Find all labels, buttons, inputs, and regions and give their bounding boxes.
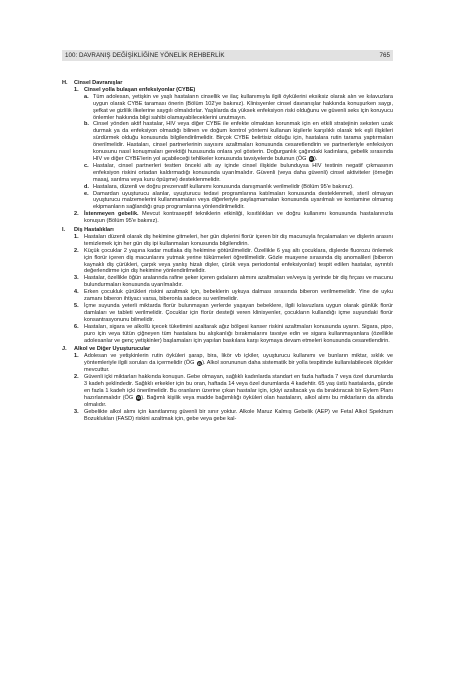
list-item <box>74 248 393 276</box>
list-item <box>74 234 393 248</box>
item-title: İstenmeyen gebelik. <box>84 211 139 218</box>
sub-item <box>84 121 393 162</box>
item-number: 3. <box>74 275 79 282</box>
page-number: 765 <box>379 52 390 59</box>
list-item <box>74 409 393 423</box>
item-body <box>84 374 393 409</box>
running-header <box>62 50 393 61</box>
main-content <box>62 80 393 422</box>
list-item <box>74 353 393 374</box>
list-item <box>74 87 393 94</box>
sub-item-text: Cinsel yönden aktif hastalar, HIV veya diğer CYBE ile enfekte olmaktan korunmak için en etkili stratejinin seksten uzak durmak ya da enfeksiyon olmadığı bilinen ve doğum kontrol yöntemi kullanan kişilerle karşılıklı olarak tek eşli ilişkileri sürdürmek olduğu konusunda bilgilendirilmelidir. Birçok CYBE belirtisiz olduğu için, hastalara rutin tarama yaptırmaları önerilmelidir. Hastaları, cinsel partnerlerinin sayısını azaltmaları konusunda cesaretlendirin ve partnerleriyle enfeksiyon konusunu nasıl konuşmaları gerektiği hususunda onlara yol gösterin. Doğurganlık çağındaki kadınlara, gebelik sırasında HIV ve diğer CYBE'lerin yol açabileceği tehlikeler konusunda tavsiyelerde bulunun (ÖG <box>93 121 393 162</box>
item-number: 2. <box>74 247 79 254</box>
sub-item-letter: d. <box>84 183 89 190</box>
sub-item-letter: b. <box>84 121 89 128</box>
section-letter: H. <box>62 80 68 86</box>
item-text: Erken çocukluk çürükleri riskini azaltmak için, bebeklerin uykuya dalması sırasında biberon verilmemelidir. Yine de uyku zamanı biberon ihtiyacı varsa, biberonla sadece su verilmelidir. <box>84 289 393 303</box>
header-title: 100: DAVRANIŞ DEĞİŞİKLİĞİNE YÖNELİK REHBERLİK <box>65 52 225 59</box>
section-title: Diş Hastalıkları <box>74 227 114 234</box>
section-letter: J. <box>62 346 67 353</box>
item-body <box>84 353 393 374</box>
item-text: Küçük çocuklar 2 yaşına kadar mutlaka diş hekimine götürülmelidir. Özellikle 6 yaş altı çocuklara, dişlerde fluorozu önlemek için florür içeren diş macunlarını yutmak yerine tükürmeleri öğretilmelidir. Gözle muayene sırasında diş anomalileri (biberon kaynaklı diş çürükleri, çarpık veya yanlış hizalı dişler, çürük veya periodontal enfeksiyonlar) tespit edilen hastalar, ayrıntılı değerlendirme için diş hekimine yönlendirilmelidir. <box>84 247 393 275</box>
section-letter: I. <box>62 227 66 234</box>
sub-item-text: Hastalar, cinsel partnerleri testten önceki altı ay içinde cinsel ilişkide bulunduysa HIV testinin negatif çıkmasının enfeksiyon riskini ortadan kaldırmadığı konusunda uyarılmalıdır. Güvenli (veya daha güvenli) cinsel aktiviteler (örneğin masaj, sarılma veya kuru öpüşme) desteklenmelidir. <box>93 162 393 183</box>
item-number: 3. <box>74 408 79 415</box>
list-item <box>74 275 393 289</box>
section-title: Cinsel Davranışlar <box>74 80 123 86</box>
item-text: Hastaları düzenli olarak diş hekimine gitmeleri, her gün dişlerini florür içeren bir diş macunuyla fırçalamaları ve dişlerin arasını temizlemek için her gün diş ipi kullanmaları konusunda bilgilendirin. <box>84 233 393 247</box>
item-text: Adolesan ve yetişkinlerin rutin öyküleri şarap, bira, likör vb içkiler, uyuşturucu kullanımı ve bunların miktar, sıklık ve yöntemleriyle ilgili soruları da içermelidir (ÖG <box>84 353 393 367</box>
list-item <box>74 374 393 409</box>
item-number: 6. <box>74 323 79 330</box>
item-number: 2. <box>74 374 79 381</box>
item-text: Güvenli içki miktarları hakkında konuşun. Gebe olmayan, sağlıklı kadınlarda standart en fazla haftada 7 veya özel durumlarda 3 kadeh şeklindedir. Sağlıklı erkekler için bu oran, haftada 14 veya özel durumlarda 4 kadehtir. 65 yaş üstü hastalarda, günde en fazla 1 kadeh içki önerilmelidir. Bu oranların üzerine çıkan hastalar için, içkiyi azaltacak ya da bıraktıracak bir Eylem Planı hazırlanmalıdır (ÖG <box>84 374 393 401</box>
sub-item <box>84 191 393 212</box>
sub-item-letter: e. <box>84 190 89 197</box>
sub-item-letter: a. <box>84 93 89 100</box>
sub-item <box>84 94 393 122</box>
item-text: Mevcut kontraseptif tekniklerin etkinliği, kısıtlılıkları ve doğru kullanımı konusunda hastalarınızla konuşun (Bölüm 95'e bakınız). <box>84 211 394 225</box>
guide-g-icon: G <box>197 360 201 366</box>
item-number: 5. <box>74 303 79 309</box>
item-text: Gebelikte alkol alımı için kanıtlanmış güvenli bir sınır yoktur. Alkole Maruz Kalmış Gebelik (AEP) ve Fetal Alkol Spektrum Bozuklukları (FASD) riskini azaltmak için, gebe veya gebe kal- <box>84 408 393 422</box>
item-text-after: ). Alkol sorununun daha sistematik bir yolla tespitinde kullanılabilecek ölçekler mevcuttur. <box>84 360 393 374</box>
list-item <box>74 289 393 303</box>
section-heading <box>62 80 393 87</box>
list-item <box>74 211 393 225</box>
item-title: Cinsel yolla bulaşan enfeksiyonlar (CYBE) <box>84 86 196 93</box>
item-body <box>84 211 393 225</box>
item-number: 1. <box>74 353 79 360</box>
sub-item <box>84 184 393 191</box>
item-number: 1. <box>74 233 79 240</box>
sub-item-letter: c. <box>84 162 89 169</box>
guide-g-icon: G <box>136 395 141 401</box>
item-text: Hastaları, sigara ve alkollü içecek tüketimini azaltarak ağız bölgesi kanser riskini azaltmaları konusunda uyarın. Sigara, pipo, puro için veya tütün çiğneyen tüm hastalara bu alışkanlığı bırakmalarını tavsiye edin ve sigara kullanmayanlara (özellikle adolesanlar ve genç yetişkinler) başlamaları için yapılan baskılara karşı koymaya devam etmeleri konusunda cesaretlendirin. <box>84 323 393 344</box>
list-item <box>74 303 393 324</box>
list-item <box>74 324 393 345</box>
sub-item <box>84 163 393 184</box>
sub-item-text-wrap: Cinsel yönden aktif hastalar, HIV veya diğer CYBE ile enfekte olmaktan korunmak için en etkili stratejinin seksten uzak durmak ya da enfeksiyon olmadığı bilinen ve doğum kontrol yöntemi kullanan kişilerle karşılıklı olarak tek eşli ilişkileri sürdürmek olduğu konusunda bilgilendirilmelidir. Birçok CYBE belirtisiz olduğu için, hastalara rutin tarama yaptırmaları önerilmelidir. Hastaları, cinsel partnerlerinin sayısını azaltmaları konusunda cesaretlendirin ve partnerleriyle enfeksiyon konusunu nasıl konuşmaları gerektiği hususunda onlara yol gösterin. Doğurganlık çağındaki kadınlara, gebelik sırasında HIV ve diğer CYBE'lerin yol açabileceği tehlikeler konusunda tavsiyelerde bulunun (ÖG G). <box>93 121 393 162</box>
sub-item-text: Damardan uyuşturucu alanlar, uyuşturucu tedavi programlarına katılmaları konusunda desteklenmeli, steril olmayan uyuşturucu malzemelerini kullanmamaları veya diğerleriyle paylaşmamaları konusunda uyarılmalı ve kontamine olmamış ekipmanların sağlandığı grup programlarına yönlendirilmelidir. <box>93 190 393 211</box>
sub-item-text: Tüm adolesan, yetişkin ve yaşlı hastaların cinsellik ve ilaç kullanımıyla ilgili öykülerini eksiksiz olarak alın ve kılavuzlara uygun olarak CYBE taraması önerin (Bölüm 102'ye bakınız). Klinisyenler cinsel davranışlar hakkında konuşurken saygı, şefkat ve gizlilik ilkelerine saygılı olmalıdırlar. Yaşlılarda da yüksek enfeksiyon riski olduğunu ve güvenli seks için koruyucu önlemler hakkında bilgi sahibi olamayabileceklerini unutmayın. <box>93 93 393 121</box>
item-number: 1. <box>74 86 79 93</box>
sub-item-text: Hastalara, düzenli ve doğru prezervatif kullanımı konusunda danışmanlık verilmelidir (Bölüm 95'e bakınız). <box>93 183 354 190</box>
section-title: Alkol ve Diğer Uyuşturucular <box>74 346 151 353</box>
item-number: 4. <box>74 289 79 296</box>
section-heading <box>62 227 393 234</box>
section-heading <box>62 346 393 353</box>
item-text: Hastalar, özellikle öğün aralarında rafine şeker içeren gıdaların alımını azaltmaları ve/veya iş yerinde bir diş fırçası ve macunu bulundurmaları konusunda uyarılmalıdır. <box>84 275 393 289</box>
item-number: 2. <box>74 211 79 218</box>
item-text: İçme suyunda yeterli miktarda florür bulunmayan yerlerde yaşayan bebeklere, ilgili kılavuzlara uygun olarak günlük florür damlaları ve tableti verilmelidir. Çocuklar için florür desteği veren klinisyenler, çocukların kullandığı içme suyundaki florür konsantrasyonunu bilmelidir. <box>84 303 393 323</box>
guide-g-icon: G <box>309 156 313 162</box>
item-text-after: ). Bağımlı kişilik veya madde bağımlılığı öyküleri olan hastaların, alkol alımı bu miktarların da altında olmalıdır. <box>84 394 393 408</box>
